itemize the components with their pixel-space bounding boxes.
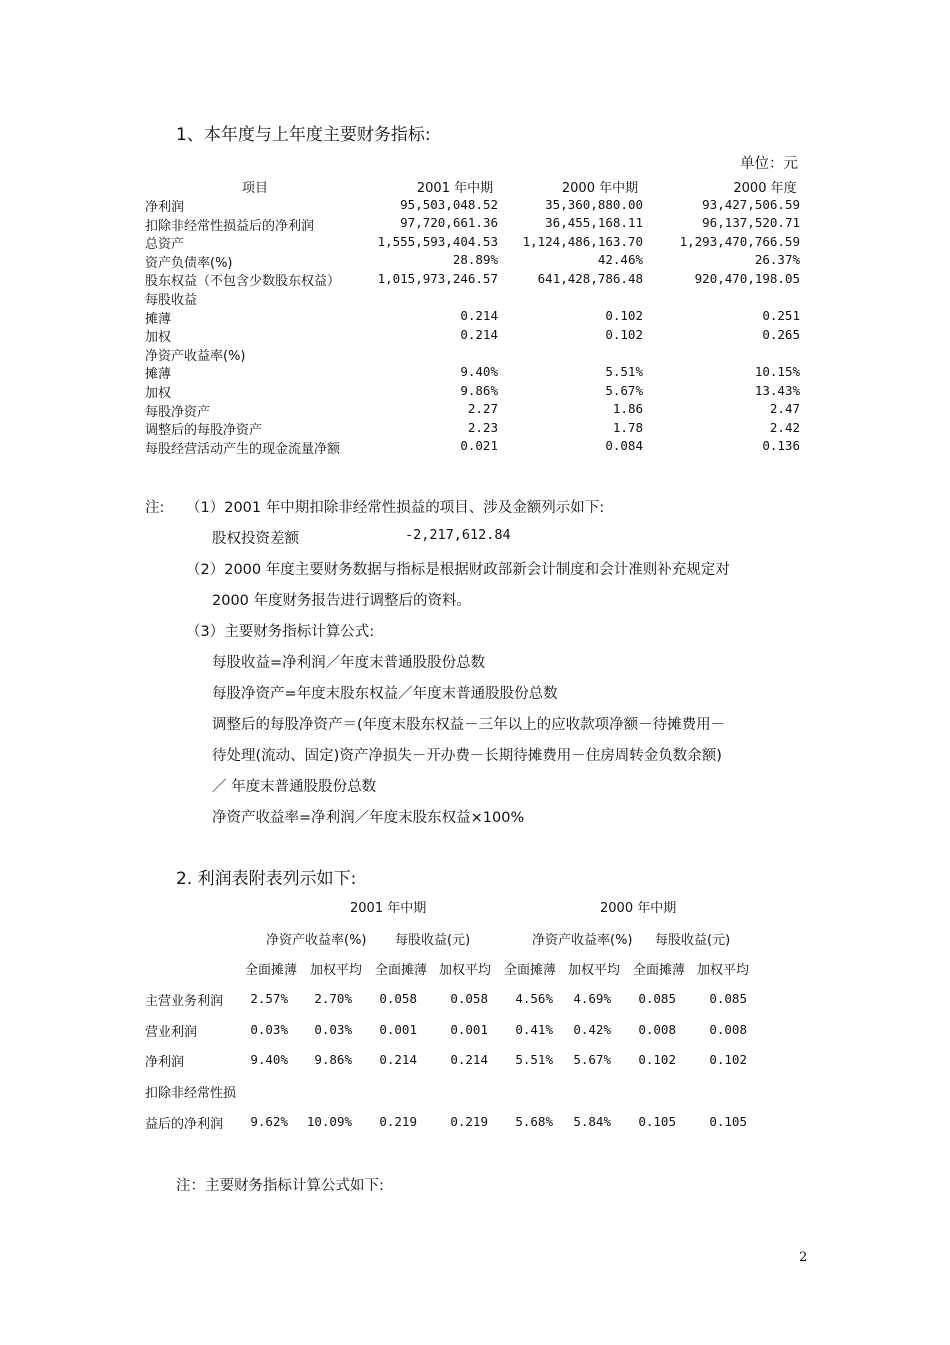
table1-row-label: 调整后的每股净资产 (145, 423, 263, 439)
table2-cell: 0.001 (379, 1021, 417, 1037)
page-number: 2 (799, 1250, 808, 1265)
table2-cell: 0.102 (638, 1051, 676, 1067)
table2-cell: 0.008 (638, 1021, 676, 1037)
note-2-line1: （2）2000 年度主要财务数据与指标是根据财政部新会计制度和会计准则补充规定对 (186, 562, 730, 578)
table2-cell: 0.058 (379, 990, 417, 1006)
section2-note: 注：主要财务指标计算公式如下: (176, 1178, 384, 1194)
table1-cell: 1,293,470,766.59 (679, 233, 800, 249)
section1-title: 1、本年度与上年度主要财务指标: (176, 125, 431, 145)
sub-header: 加权平均 (310, 963, 363, 978)
sub-header: 全面摊薄 (245, 963, 298, 978)
table2-cell: 0.085 (638, 990, 676, 1006)
table2-cell: 5.68% (515, 1113, 553, 1129)
table2-cell: 0.42% (573, 1021, 611, 1037)
table1-cell: 28.89% (452, 252, 498, 268)
table1-cell: 1.78 (612, 419, 643, 435)
table2-cell: 0.085 (709, 990, 747, 1006)
period-header-2000: 2000 年中期 (600, 901, 677, 916)
table1-cell: 0.214 (460, 326, 498, 342)
section2-title: 2. 利润表附表列示如下: (176, 869, 357, 889)
table1-cell: 0.102 (605, 326, 643, 342)
table1-cell: 9.40% (460, 363, 498, 379)
period-header-2001: 2001 年中期 (350, 901, 427, 916)
table1-cell: 0.214 (460, 308, 498, 324)
table1-cell: 2.23 (467, 419, 498, 435)
table1-cell: 42.46% (597, 252, 643, 268)
note-1-value: -2,217,612.84 (405, 527, 511, 543)
table2-row-label: 主营业务利润 (145, 994, 224, 1009)
table1-row-label: 扣除非经常性损益后的净利润 (145, 218, 315, 234)
table2-cell: 0.03% (250, 1021, 288, 1037)
table2-cell: 0.219 (450, 1113, 488, 1129)
col-header-2001-mid: 2001 年中期 (416, 181, 494, 196)
table1-cell: 95,503,048.52 (400, 196, 498, 212)
table1-row-label: 每股经营活动产生的现金流量净额 (145, 441, 341, 457)
table2-cell: 2.57% (250, 990, 288, 1006)
table1-cell: 35,360,880.00 (545, 196, 643, 212)
table1-cell: 5.51% (605, 363, 643, 379)
table1-cell: 0.102 (605, 308, 643, 324)
table2-cell: 0.214 (379, 1051, 417, 1067)
table1-cell: 0.136 (762, 438, 800, 454)
col-header-2000-year: 2000 年度 (733, 181, 797, 196)
table1-cell: 10.15% (754, 363, 800, 379)
table2-cell: 10.09% (306, 1113, 352, 1129)
table2-cell: 0.214 (450, 1051, 488, 1067)
formula-adj-nav-line1: 调整后的每股净资产＝(年度末股东权益－三年以上的应收款项净额－待摊费用－ (212, 717, 726, 733)
table2-cell: 5.51% (515, 1051, 553, 1067)
table1-cell: 9.86% (460, 382, 498, 398)
table2-row-label: 营业利润 (145, 1025, 198, 1040)
table2-cell: 9.40% (250, 1051, 288, 1067)
col-header-item: 项目 (241, 181, 268, 196)
table1-cell: 1,555,593,404.53 (377, 233, 498, 249)
table2-cell: 9.62% (250, 1113, 288, 1129)
table1-cell: 2.47 (769, 401, 800, 417)
row-label-excl-line1: 扣除非经常性损 (145, 1086, 237, 1101)
table2-cell: 0.219 (379, 1113, 417, 1129)
sub-header: 加权平均 (568, 963, 621, 978)
table2-row-label: 净利润 (145, 1055, 185, 1070)
table1-row-label: 股东权益（不包含少数股东权益） (145, 274, 341, 290)
table1-cell: 1.86 (612, 401, 643, 417)
table1-cell: 1,124,486,163.70 (522, 233, 643, 249)
table2-cell: 5.84% (573, 1113, 611, 1129)
table1-cell: 2.27 (467, 401, 498, 417)
table1-row-label: 净利润 (145, 200, 185, 215)
table1-row-label: 摊薄 (145, 367, 172, 383)
formula-eps: 每股收益=净利润／年度末普通股股份总数 (212, 655, 486, 671)
table1-cell: 1,015,973,246.57 (377, 270, 498, 286)
table1-row-label: 加权 (145, 386, 172, 401)
group-header-roe-2001: 净资产收益率(%) (266, 933, 367, 948)
table1-cell: 0.251 (762, 308, 800, 324)
table2-cell: 0.105 (709, 1113, 747, 1129)
table1-cell: 0.021 (460, 438, 498, 454)
table2-cell: 0.058 (450, 990, 488, 1006)
sub-header: 全面摊薄 (633, 963, 686, 978)
sub-header: 加权平均 (697, 963, 750, 978)
sub-header: 全面摊薄 (504, 963, 557, 978)
group-header-eps-2001: 每股收益(元) (395, 933, 471, 948)
table2-cell: 9.86% (314, 1051, 352, 1067)
notes-label: 注: (145, 500, 165, 516)
table2-cell: 0.41% (515, 1021, 553, 1037)
sub-header: 加权平均 (439, 963, 492, 978)
table2-cell: 4.69% (573, 990, 611, 1006)
table1-row-label: 每股收益 (145, 293, 198, 308)
table1-cell: 2.42 (769, 419, 800, 435)
note-2-line2: 2000 年度财务报告进行调整后的资料。 (212, 593, 472, 609)
table1-cell: 13.43% (754, 382, 800, 398)
table2-cell: 0.008 (709, 1021, 747, 1037)
table1-row-label: 加权 (145, 330, 172, 346)
col-header-2000-mid: 2000 年中期 (561, 181, 639, 196)
table1-cell: 0.265 (762, 326, 800, 342)
table1-cell: 96,137,520.71 (702, 215, 800, 231)
group-header-eps-2000: 每股收益(元) (655, 933, 731, 948)
table1-row-label: 资产负债率(%) (145, 255, 233, 271)
table2-cell: 0.001 (450, 1021, 488, 1037)
table1-cell: 641,428,786.48 (537, 270, 643, 286)
table2-cell: 5.67% (573, 1051, 611, 1067)
table1-row-label: 每股净资产 (145, 404, 211, 420)
table1-row-label: 摊薄 (145, 311, 172, 327)
table1-cell: 97,720,661.36 (400, 215, 498, 231)
table1-cell: 26.37% (754, 252, 800, 268)
group-header-roe-2000: 净资产收益率(%) (532, 933, 633, 948)
table2-cell: 0.03% (314, 1021, 352, 1037)
formula-nav: 每股净资产=年度末股东权益／年度末普通股股份总数 (212, 686, 558, 702)
formula-roe: 净资产收益率=净利润／年度末股东权益×100% (212, 810, 525, 826)
formula-adj-nav-line2: 待处理(流动、固定)资产净损失－开办费－长期待摊费用－住房周转金负数余额) (212, 748, 722, 764)
table2-cell: 0.105 (638, 1113, 676, 1129)
note-1: （1）2001 年中期扣除非经常性损益的项目、涉及金额列示如下: (186, 500, 605, 516)
sub-header: 全面摊薄 (375, 963, 428, 978)
table2-cell: 0.102 (709, 1051, 747, 1067)
table2-cell: 2.70% (314, 990, 352, 1006)
table1-cell: 920,470,198.05 (694, 270, 800, 286)
table1-cell: 0.084 (605, 438, 643, 454)
table1-cell: 93,427,506.59 (702, 196, 800, 212)
table1-row-label: 总资产 (145, 237, 185, 253)
table1-cell: 36,455,168.11 (545, 215, 643, 231)
note-1-item: 股权投资差额 (212, 531, 299, 547)
table1-cell: 5.67% (605, 382, 643, 398)
formula-adj-nav-line3: ／ 年度末普通股股份总数 (212, 779, 377, 795)
note-3: （3）主要财务指标计算公式: (186, 624, 375, 640)
table1-row-label: 净资产收益率(%) (145, 348, 246, 364)
row-label-excl-line2: 益后的净利润 (145, 1117, 224, 1132)
unit-label: 单位：元 (740, 156, 798, 172)
table2-cell: 4.56% (515, 990, 553, 1006)
